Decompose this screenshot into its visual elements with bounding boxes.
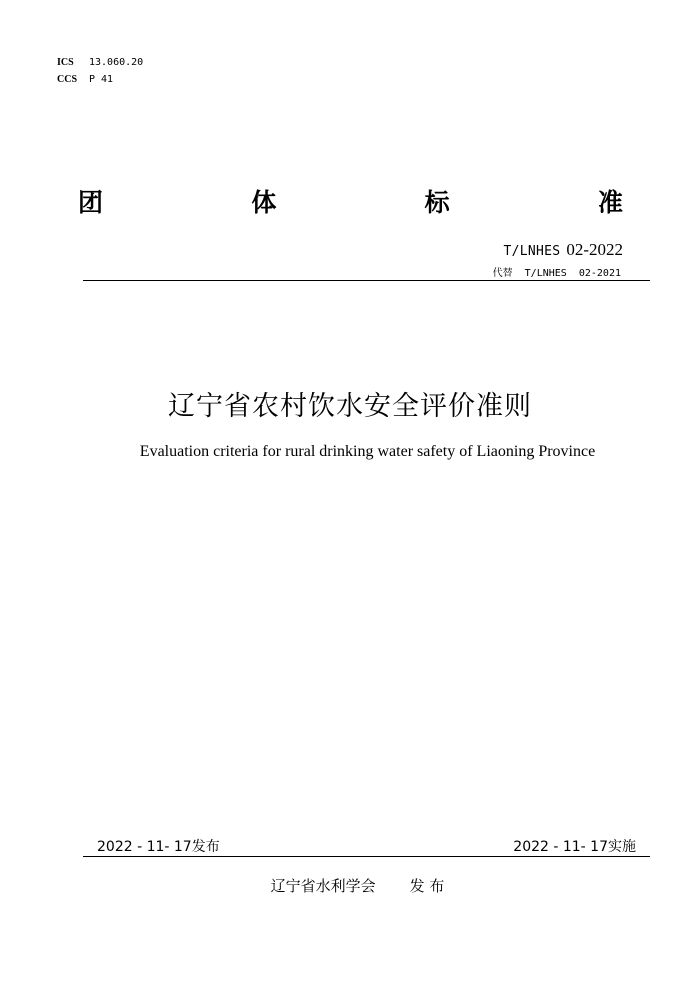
document-title: 辽宁省农村饮水安全评价准则 bbox=[168, 391, 532, 422]
standard-type-char: 准 bbox=[597, 188, 623, 217]
effective-date: 2022 - 11- 17实施 bbox=[513, 839, 636, 855]
replaces-note: 代替 T/LNHES 02-2021 bbox=[492, 268, 621, 279]
header-divider bbox=[83, 280, 650, 281]
document-subtitle: Evaluation criteria for rural drinking water safety of Liaoning Province bbox=[139, 443, 596, 460]
ics-line bbox=[57, 56, 143, 70]
publisher-line bbox=[0, 875, 700, 896]
ccs-line bbox=[57, 73, 113, 87]
standard-type-char: 标 bbox=[424, 188, 450, 217]
footer-divider bbox=[83, 856, 650, 857]
standard-type-heading bbox=[78, 183, 623, 219]
standard-type-char: 体 bbox=[251, 188, 277, 217]
ics-label: ICS bbox=[57, 57, 74, 68]
ccs-label: CCS bbox=[57, 74, 78, 85]
issue-date: 2022 - 11- 17发布 bbox=[97, 839, 220, 855]
standard-code-prefix: T/LNHES bbox=[503, 244, 561, 259]
publisher-action: 发 布 bbox=[409, 877, 445, 895]
ics-value: 13.060.20 bbox=[89, 57, 144, 68]
standard-type-char: 团 bbox=[78, 188, 104, 217]
publisher-name: 辽宁省水利学会 bbox=[270, 877, 376, 895]
ccs-value: P 41 bbox=[89, 74, 114, 85]
standard-code bbox=[503, 240, 623, 260]
standard-code-number: 02-2022 bbox=[566, 240, 623, 259]
